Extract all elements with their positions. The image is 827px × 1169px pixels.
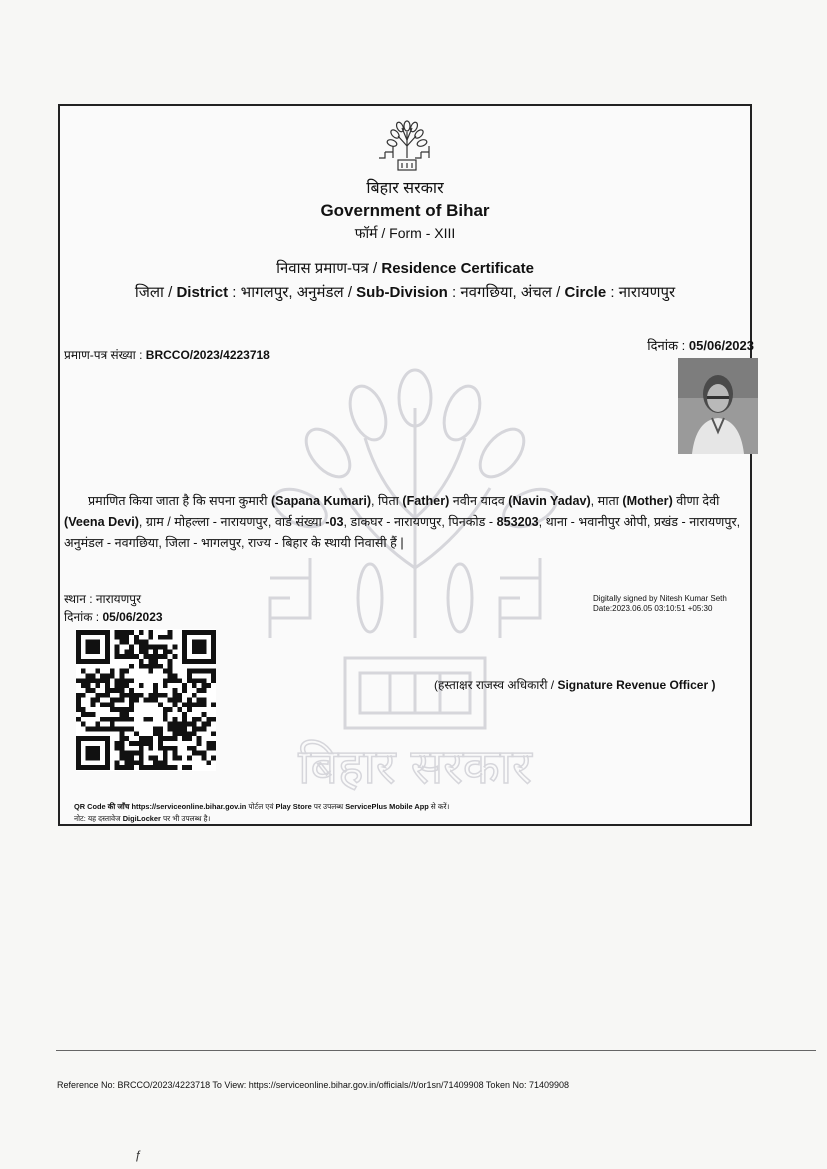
signature-label: (हस्ताक्षर राजस्व अधिकारी / Signature Revenue Officer ) (434, 678, 716, 692)
tree-watermark-icon (250, 368, 580, 798)
digital-signature-date: Date:2023.06.05 03:10:51 +05:30 (593, 604, 713, 613)
government-title: Government of Bihar (320, 201, 490, 220)
certificate-title: निवास प्रमाण-पत्र / Residence Certificate (276, 260, 534, 277)
bihar-emblem-icon (378, 118, 436, 176)
watermark-text: बिहार सरकार (298, 739, 532, 795)
certificate-body: प्रमाणित किया जाता है कि सपना कुमारी (Sapana Kumari), पिता (Father) नवीन यादव (Navin Yadav), माता (Mother) वीणा देवी (Veena Devi), ग्राम / मोहल्ला - नारायणपुर, वार्ड संख्या -03, डाकघर - नारायणपुर, पिनकोड - 853203, थाना - भवानीपुर ओपी, प्रखंड - नारायणपुर, अनुमंडल - नवगछिया, जिला - भागलपुर, राज्य - बिहार के स्थायी निवासी हैं | (64, 494, 741, 550)
issue-date-bottom: दिनांक : 05/06/2023 (64, 610, 163, 624)
form-number: फॉर्म / Form - XIII (354, 225, 456, 241)
digilocker-note: नोट: यह दस्तावेज DigiLocker पर भी उपलब्ध है। (74, 814, 211, 823)
place-line: स्थान : नारायणपुर (64, 592, 142, 606)
state-name-hindi: बिहार सरकार (366, 180, 444, 197)
digital-signature-signer: Digitally signed by Nitesh Kumar Seth (593, 594, 727, 603)
certificate-frame (58, 104, 752, 826)
qr-code-icon[interactable] (76, 629, 216, 771)
applicant-photo (678, 358, 758, 454)
corner-mark: ƒ (135, 1148, 142, 1162)
footer-divider (56, 1050, 816, 1051)
certificate-number: प्रमाण-पत्र संख्या : BRCCO/2023/4223718 (64, 348, 270, 362)
issue-date-top: दिनांक : 05/06/2023 (647, 338, 754, 353)
jurisdiction-line: जिला / District : भागलपुर, अनुमंडल / Sub-Division : नवगछिया, अंचल / Circle : नारायणपुर (134, 284, 676, 301)
digital-signature-info (593, 594, 727, 614)
footer-reference: Reference No: BRCCO/2023/4223718 To View: https://serviceonline.bihar.gov.in/officials//t/or1sn/71409908 Token No: 71409908 (57, 1080, 569, 1090)
qr-verification-note: QR Code की जाँच https://serviceonline.bihar.gov.in पोर्टल एवं Play Store पर उपलब्ध ServicePlus Mobile App से करें। (74, 802, 450, 811)
